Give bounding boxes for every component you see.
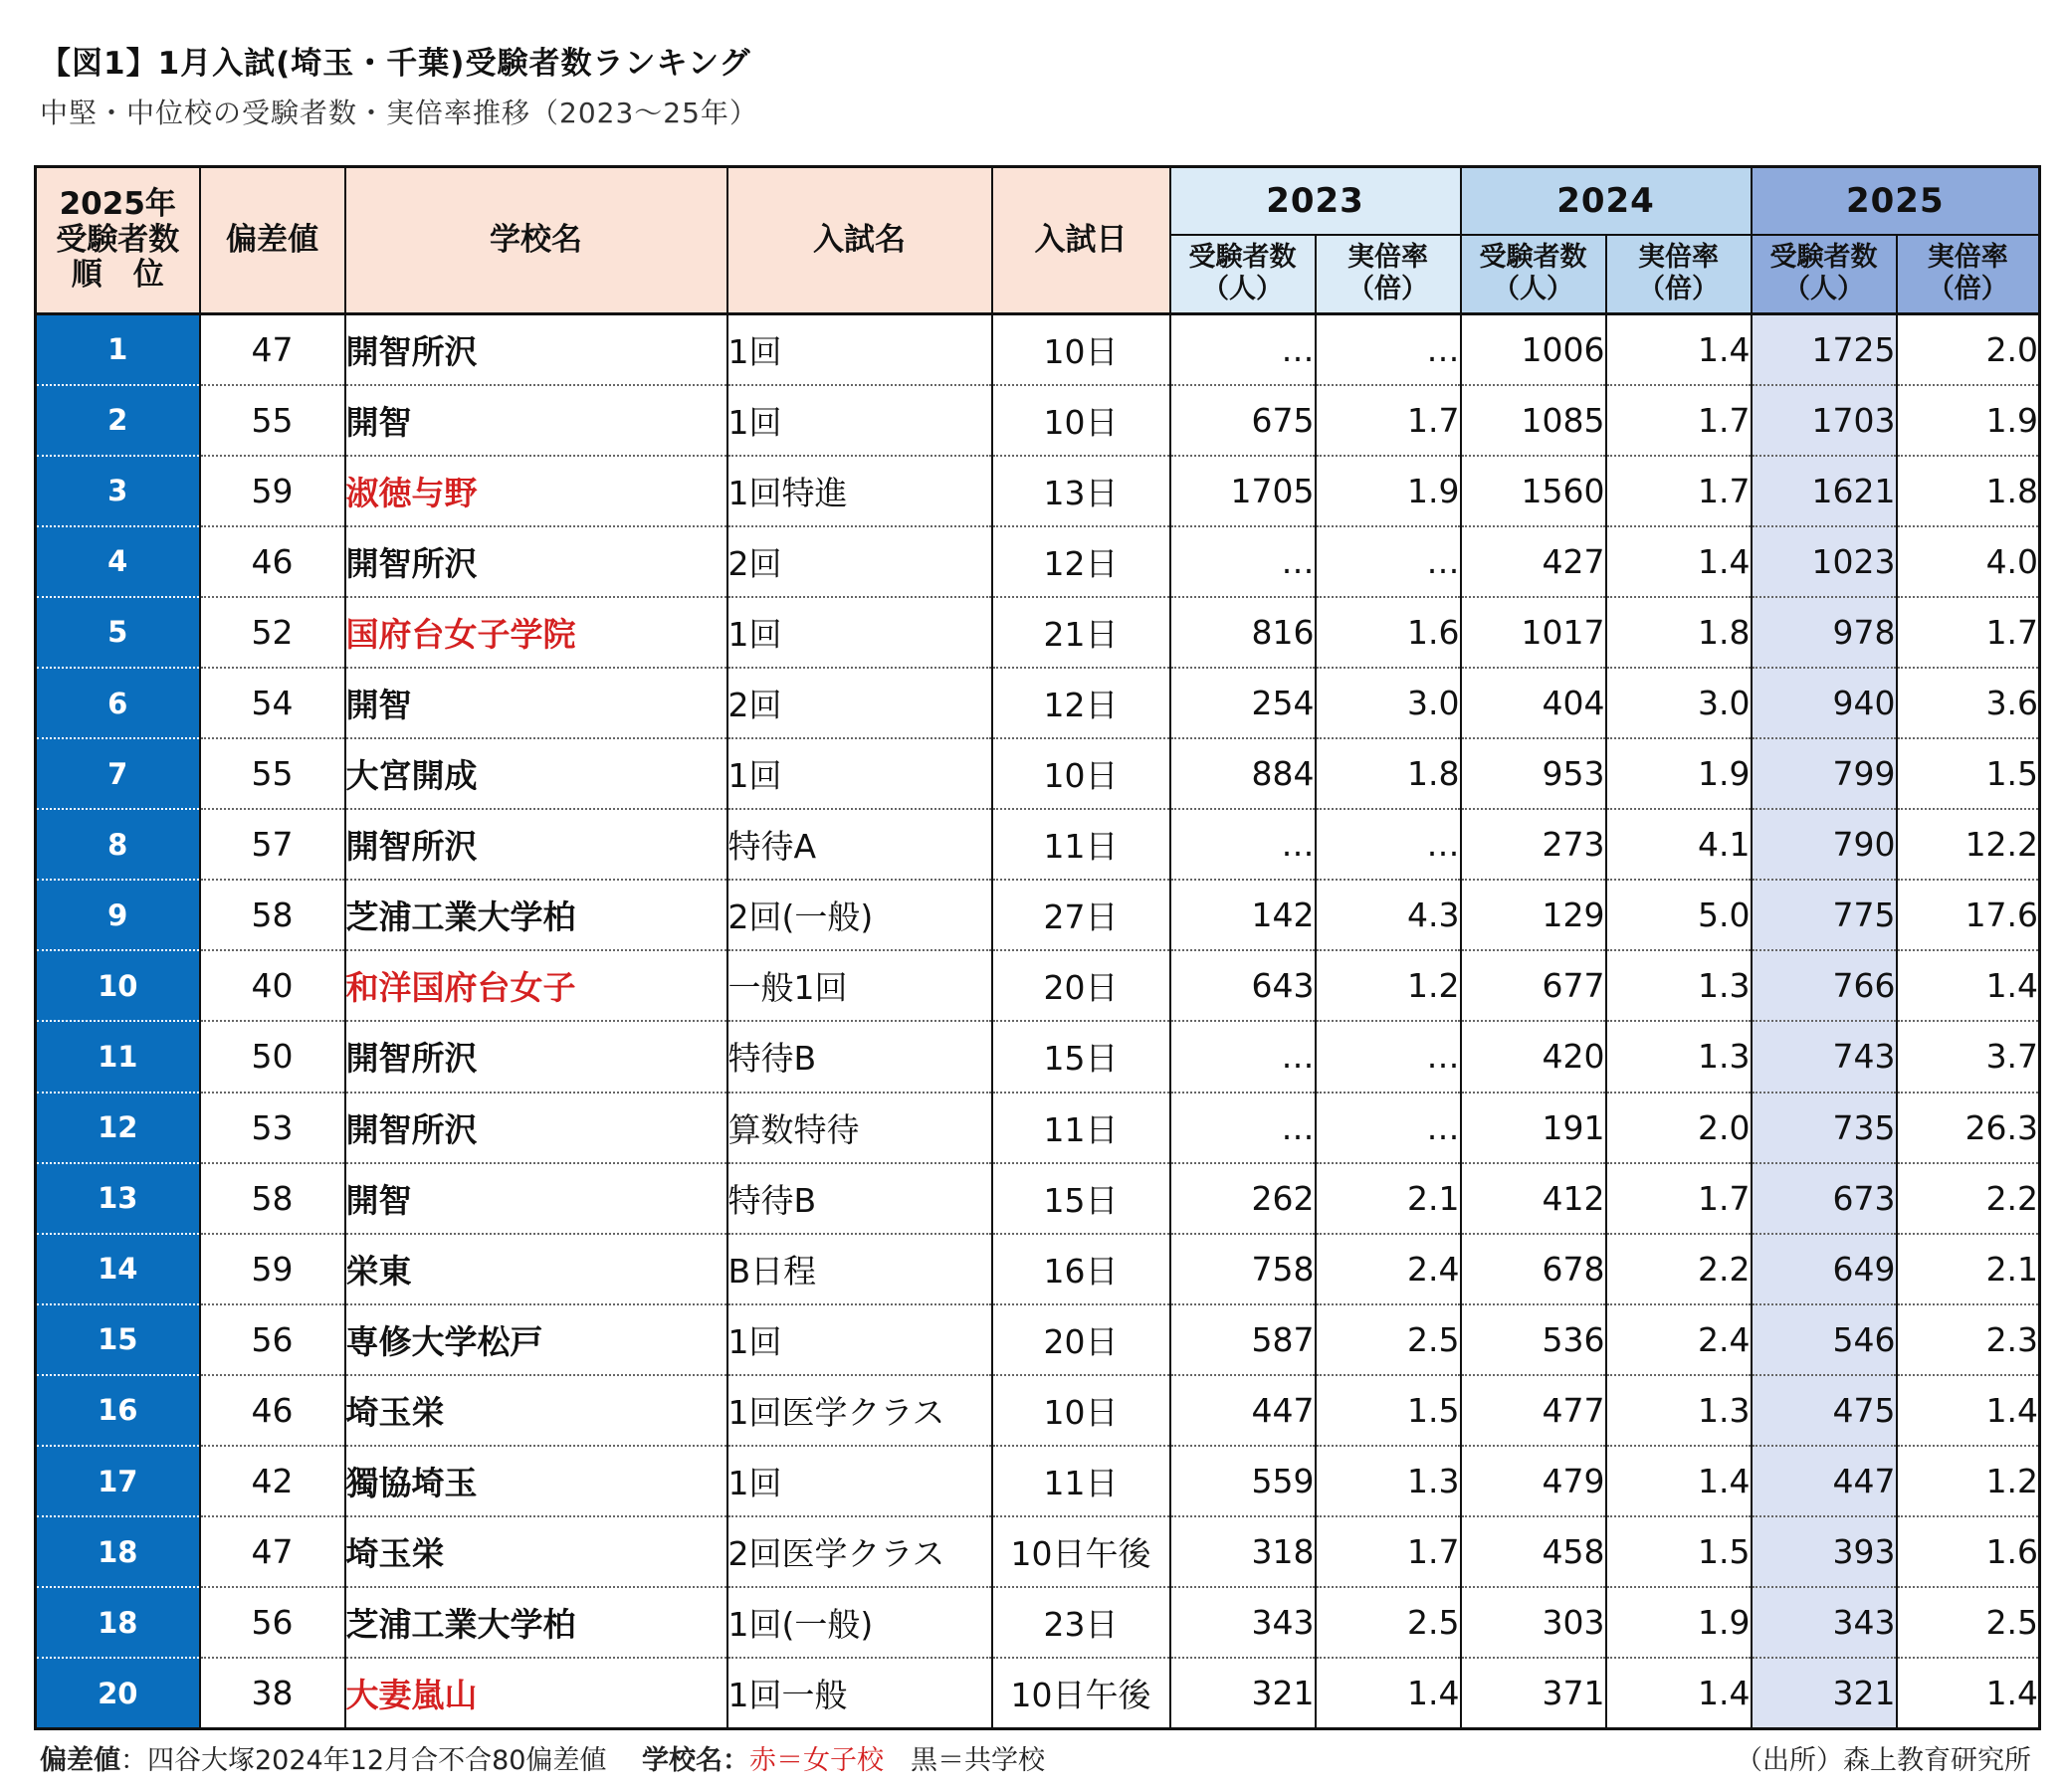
rank-cell: 6: [36, 668, 200, 738]
school-name: 埼玉栄: [345, 1534, 445, 1574]
deviation-cell: 58: [200, 1163, 345, 1234]
ratio-2023-header: 実倍率 （倍）: [1316, 235, 1461, 314]
ratio-2025-cell: 2.5: [1897, 1587, 2040, 1658]
applicants-2025-cell: 1703: [1752, 385, 1897, 456]
date-cell: 23日: [992, 1587, 1170, 1658]
ratio-2024-cell: 1.3: [1606, 1375, 1752, 1446]
school-cell: [345, 456, 727, 526]
rank-cell: 17: [36, 1446, 200, 1516]
ratio-2025-cell: 1.6: [1897, 1516, 2040, 1587]
applicants-2024-cell: 536: [1461, 1304, 1606, 1375]
applicants-2023-cell: 884: [1170, 738, 1316, 809]
exam-cell: 1回(一般): [727, 1587, 992, 1658]
school-name: 国府台女子学院: [345, 614, 576, 654]
school-cell: [345, 385, 727, 456]
applicants-2025-cell: 447: [1752, 1446, 1897, 1516]
deviation-cell: 47: [200, 314, 345, 385]
school-name: 埼玉栄: [345, 1392, 445, 1432]
ratio-2023-cell: …: [1316, 1093, 1461, 1163]
date-cell: 10日午後: [992, 1658, 1170, 1728]
school-name: 芝浦工業大学柏: [345, 897, 576, 937]
applicants-2025-cell: 649: [1752, 1234, 1897, 1304]
applicants-2025-cell: 735: [1752, 1093, 1897, 1163]
applicants-2025-cell: 546: [1752, 1304, 1897, 1375]
table-row: [36, 1093, 2040, 1163]
ratio-2025-cell: 1.4: [1897, 1375, 2040, 1446]
applicants-2024-cell: 129: [1461, 880, 1606, 950]
applicants-2023-cell: 142: [1170, 880, 1316, 950]
ratio-2023-cell: 1.7: [1316, 1516, 1461, 1587]
ratio-2025-cell: 12.2: [1897, 809, 2040, 880]
school-name: 開智所沢: [345, 1039, 478, 1079]
school-cell: [345, 1587, 727, 1658]
applicants-2024-cell: 404: [1461, 668, 1606, 738]
school-name: 芝浦工業大学柏: [345, 1605, 576, 1645]
date-cell: 10日: [992, 1375, 1170, 1446]
deviation-cell: 42: [200, 1446, 345, 1516]
ratio-2024-cell: 1.3: [1606, 950, 1752, 1021]
table-row: [36, 1304, 2040, 1375]
ratio-2025-cell: 2.0: [1897, 314, 2040, 385]
date-cell: 11日: [992, 809, 1170, 880]
applicants-2023-cell: 587: [1170, 1304, 1316, 1375]
deviation-cell: 58: [200, 880, 345, 950]
rank-cell: 18: [36, 1516, 200, 1587]
ratio-2025-cell: 26.3: [1897, 1093, 2040, 1163]
school-name: 開智所沢: [345, 543, 478, 583]
exam-cell: 2回: [727, 668, 992, 738]
ratio-2025-cell: 1.8: [1897, 456, 2040, 526]
applicants-2023-cell: 1705: [1170, 456, 1316, 526]
deviation-cell: 46: [200, 526, 345, 597]
rank-cell: 13: [36, 1163, 200, 1234]
exam-cell: 1回一般: [727, 1658, 992, 1728]
date-cell: 11日: [992, 1446, 1170, 1516]
exam-cell: 1回: [727, 314, 992, 385]
ratio-2025-cell: 3.6: [1897, 668, 2040, 738]
rank-cell: 18: [36, 1587, 200, 1658]
deviation-cell: 56: [200, 1304, 345, 1375]
school-name: 淑徳与野: [345, 473, 478, 512]
table-body: [36, 314, 2040, 1729]
applicants-2024-cell: 477: [1461, 1375, 1606, 1446]
exam-cell: 1回医学クラス: [727, 1375, 992, 1446]
rank-cell: 15: [36, 1304, 200, 1375]
exam-cell: 2回: [727, 526, 992, 597]
ratio-2024-cell: 1.4: [1606, 1446, 1752, 1516]
rank-header-line3: 順 位: [71, 257, 164, 294]
ratio-2025-cell: 1.9: [1897, 385, 2040, 456]
applicants-2024-cell: 1560: [1461, 456, 1606, 526]
rank-cell: 1: [36, 314, 200, 385]
applicants-2023-cell: 447: [1170, 1375, 1316, 1446]
table-header: [36, 167, 2040, 314]
deviation-cell: 50: [200, 1021, 345, 1092]
date-cell: 20日: [992, 950, 1170, 1021]
table-row: [36, 668, 2040, 738]
school-name: 和洋国府台女子: [345, 968, 576, 1008]
deviation-cell: 53: [200, 1093, 345, 1163]
applicants-2023-cell: 343: [1170, 1587, 1316, 1658]
ratio-2024-cell: 1.4: [1606, 1658, 1752, 1728]
school-cell: [345, 1375, 727, 1446]
ratio-2025-cell: 3.7: [1897, 1021, 2040, 1092]
footer-dev-label: 偏差値: [40, 1745, 120, 1776]
ratio-2024-cell: 1.8: [1606, 597, 1752, 668]
date-cell: 15日: [992, 1163, 1170, 1234]
school-name: 開智: [345, 402, 412, 442]
table-row: [36, 385, 2040, 456]
applicants-2025-cell: 343: [1752, 1587, 1897, 1658]
applicants-2025-cell: 775: [1752, 880, 1897, 950]
applicants-2025-cell: 790: [1752, 809, 1897, 880]
ratio-2024-cell: 1.9: [1606, 738, 1752, 809]
ratio-2024-cell: 5.0: [1606, 880, 1752, 950]
ratio-2023-cell: 1.5: [1316, 1375, 1461, 1446]
footer-school-colon: ：: [723, 1745, 750, 1776]
date-cell: 16日: [992, 1234, 1170, 1304]
applicants-2025-header: 受験者数 （人）: [1752, 235, 1897, 314]
school-cell: [345, 526, 727, 597]
ratio-2024-cell: 2.4: [1606, 1304, 1752, 1375]
exam-cell: 特待A: [727, 809, 992, 880]
ratio-2024-cell: 4.1: [1606, 809, 1752, 880]
applicants-2023-cell: …: [1170, 314, 1316, 385]
date-header: 入試日: [992, 167, 1170, 314]
deviation-cell: 54: [200, 668, 345, 738]
school-name: 大妻嵐山: [345, 1676, 478, 1715]
deviation-cell: 55: [200, 385, 345, 456]
date-cell: 21日: [992, 597, 1170, 668]
applicants-2024-cell: 1006: [1461, 314, 1606, 385]
ratio-2024-cell: 3.0: [1606, 668, 1752, 738]
table-row: [36, 456, 2040, 526]
rank-cell: 14: [36, 1234, 200, 1304]
table-row: [36, 1234, 2040, 1304]
school-cell: [345, 880, 727, 950]
table-row: [36, 880, 2040, 950]
applicants-2025-cell: 799: [1752, 738, 1897, 809]
rank-cell: 9: [36, 880, 200, 950]
applicants-2023-cell: …: [1170, 809, 1316, 880]
date-cell: 10日: [992, 385, 1170, 456]
school-cell: [345, 668, 727, 738]
applicants-2025-cell: 673: [1752, 1163, 1897, 1234]
ratio-2025-cell: 2.2: [1897, 1163, 2040, 1234]
applicants-2024-cell: 1085: [1461, 385, 1606, 456]
table-row: [36, 597, 2040, 668]
rank-cell: 10: [36, 950, 200, 1021]
footer-notes: [40, 1738, 1045, 1777]
ratio-2025-cell: 1.2: [1897, 1446, 2040, 1516]
ratio-2023-cell: 1.7: [1316, 385, 1461, 456]
applicants-2023-cell: 675: [1170, 385, 1316, 456]
date-cell: 15日: [992, 1021, 1170, 1092]
exam-cell: 算数特待: [727, 1093, 992, 1163]
date-cell: 13日: [992, 456, 1170, 526]
deviation-cell: 59: [200, 1234, 345, 1304]
table-row: [36, 1163, 2040, 1234]
applicants-2023-cell: …: [1170, 526, 1316, 597]
applicants-2024-cell: 427: [1461, 526, 1606, 597]
applicants-2023-cell: 254: [1170, 668, 1316, 738]
exam-cell: 2回医学クラス: [727, 1516, 992, 1587]
ratio-2024-cell: 1.7: [1606, 456, 1752, 526]
deviation-cell: 38: [200, 1658, 345, 1728]
ratio-2024-cell: 1.7: [1606, 1163, 1752, 1234]
applicants-2024-header: 受験者数 （人）: [1461, 235, 1606, 314]
applicants-2025-cell: 940: [1752, 668, 1897, 738]
ratio-2024-cell: 2.2: [1606, 1234, 1752, 1304]
applicants-2025-cell: 475: [1752, 1375, 1897, 1446]
school-cell: [345, 1093, 727, 1163]
exam-header: 入試名: [727, 167, 992, 314]
ratio-2023-cell: 1.9: [1316, 456, 1461, 526]
ratio-2024-cell: 1.7: [1606, 385, 1752, 456]
ratio-2024-cell: 1.9: [1606, 1587, 1752, 1658]
rank-cell: 3: [36, 456, 200, 526]
table-row: [36, 526, 2040, 597]
school-name: 開智所沢: [345, 331, 478, 371]
applicants-2023-cell: …: [1170, 1093, 1316, 1163]
deviation-cell: 59: [200, 456, 345, 526]
ratio-2023-cell: 1.3: [1316, 1446, 1461, 1516]
applicants-2023-header: 受験者数 （人）: [1170, 235, 1316, 314]
exam-cell: 1回: [727, 597, 992, 668]
applicants-2024-cell: 1017: [1461, 597, 1606, 668]
table-row: [36, 1375, 2040, 1446]
school-cell: [345, 1234, 727, 1304]
ratio-2023-cell: …: [1316, 314, 1461, 385]
date-cell: 27日: [992, 880, 1170, 950]
date-cell: 10日: [992, 738, 1170, 809]
deviation-cell: 56: [200, 1587, 345, 1658]
exam-cell: 1回: [727, 738, 992, 809]
school-name: 獨協埼玉: [345, 1464, 478, 1503]
school-cell: [345, 809, 727, 880]
applicants-2024-cell: 677: [1461, 950, 1606, 1021]
ratio-2025-cell: 4.0: [1897, 526, 2040, 597]
ratio-2023-cell: 1.4: [1316, 1658, 1461, 1728]
school-name: 専修大学松戸: [345, 1321, 543, 1361]
exam-cell: 1回: [727, 385, 992, 456]
applicants-2024-cell: 953: [1461, 738, 1606, 809]
ranking-table: [34, 165, 2041, 1730]
school-name: 栄東: [345, 1251, 412, 1291]
rank-cell: 16: [36, 1375, 200, 1446]
applicants-2023-cell: 643: [1170, 950, 1316, 1021]
deviation-cell: 40: [200, 950, 345, 1021]
ratio-2023-cell: 3.0: [1316, 668, 1461, 738]
deviation-cell: 46: [200, 1375, 345, 1446]
ratio-2025-cell: 1.5: [1897, 738, 2040, 809]
table-row: [36, 314, 2040, 385]
exam-cell: 特待B: [727, 1163, 992, 1234]
ratio-2023-cell: …: [1316, 1021, 1461, 1092]
ratio-2023-cell: 2.5: [1316, 1304, 1461, 1375]
table-row: [36, 1658, 2040, 1728]
applicants-2024-cell: 479: [1461, 1446, 1606, 1516]
rank-cell: 5: [36, 597, 200, 668]
deviation-cell: 52: [200, 597, 345, 668]
ratio-2025-cell: 17.6: [1897, 880, 2040, 950]
applicants-2023-cell: 816: [1170, 597, 1316, 668]
applicants-2025-cell: 1725: [1752, 314, 1897, 385]
year-2025-header: 2025: [1752, 167, 2040, 235]
applicants-2024-cell: 412: [1461, 1163, 1606, 1234]
applicants-2023-cell: 758: [1170, 1234, 1316, 1304]
deviation-header: 偏差値: [200, 167, 345, 314]
ratio-2024-cell: 1.4: [1606, 314, 1752, 385]
ratio-2025-header: 実倍率 （倍）: [1897, 235, 2040, 314]
school-cell: [345, 1446, 727, 1516]
exam-cell: 1回特進: [727, 456, 992, 526]
exam-cell: 2回(一般): [727, 880, 992, 950]
ratio-2025-cell: 2.3: [1897, 1304, 2040, 1375]
deviation-cell: 47: [200, 1516, 345, 1587]
table-row: [36, 738, 2040, 809]
ratio-2024-cell: 1.3: [1606, 1021, 1752, 1092]
table-row: [36, 1516, 2040, 1587]
school-name: 大宮開成: [345, 756, 478, 796]
rank-header-line2: 受験者数: [56, 221, 180, 258]
school-name: 開智: [345, 686, 412, 725]
applicants-2025-cell: 743: [1752, 1021, 1897, 1092]
footer-coed-note: 黒＝共学校: [911, 1745, 1046, 1776]
applicants-2025-cell: 978: [1752, 597, 1897, 668]
school-cell: [345, 1163, 727, 1234]
rank-header-line1: 2025年: [59, 186, 176, 223]
applicants-2024-cell: 303: [1461, 1587, 1606, 1658]
ratio-2024-cell: 1.5: [1606, 1516, 1752, 1587]
table-row: [36, 1587, 2040, 1658]
date-cell: 11日: [992, 1093, 1170, 1163]
ratio-2023-cell: …: [1316, 526, 1461, 597]
ratio-2025-cell: 1.4: [1897, 950, 2040, 1021]
applicants-2023-cell: 559: [1170, 1446, 1316, 1516]
ratio-2025-cell: 2.1: [1897, 1234, 2040, 1304]
applicants-2024-cell: 273: [1461, 809, 1606, 880]
school-name: 開智: [345, 1180, 412, 1220]
school-header: 学校名: [345, 167, 727, 314]
school-cell: [345, 1516, 727, 1587]
applicants-2024-cell: 371: [1461, 1658, 1606, 1728]
applicants-2025-cell: 321: [1752, 1658, 1897, 1728]
rank-cell: 11: [36, 1021, 200, 1092]
table-row: [36, 1021, 2040, 1092]
rank-cell: 4: [36, 526, 200, 597]
rank-cell: 7: [36, 738, 200, 809]
ratio-2023-cell: 1.8: [1316, 738, 1461, 809]
footer-girls-note: 赤＝女子校: [749, 1745, 885, 1776]
date-cell: 12日: [992, 668, 1170, 738]
applicants-2025-cell: 766: [1752, 950, 1897, 1021]
date-cell: 20日: [992, 1304, 1170, 1375]
ratio-2024-cell: 1.4: [1606, 526, 1752, 597]
applicants-2025-cell: 1023: [1752, 526, 1897, 597]
applicants-2024-cell: 191: [1461, 1093, 1606, 1163]
rank-header: [36, 167, 200, 314]
deviation-cell: 55: [200, 738, 345, 809]
year-2023-header: 2023: [1170, 167, 1461, 235]
exam-cell: B日程: [727, 1234, 992, 1304]
rank-cell: 20: [36, 1658, 200, 1728]
exam-cell: 一般1回: [727, 950, 992, 1021]
rank-cell: 8: [36, 809, 200, 880]
ratio-2024-header: 実倍率 （倍）: [1606, 235, 1752, 314]
ratio-2024-cell: 2.0: [1606, 1093, 1752, 1163]
date-cell: 10日午後: [992, 1516, 1170, 1587]
applicants-2024-cell: 420: [1461, 1021, 1606, 1092]
school-cell: [345, 738, 727, 809]
ratio-2025-cell: 1.4: [1897, 1658, 2040, 1728]
school-cell: [345, 1021, 727, 1092]
school-cell: [345, 314, 727, 385]
applicants-2023-cell: 321: [1170, 1658, 1316, 1728]
rank-cell: 2: [36, 385, 200, 456]
ratio-2025-cell: 1.7: [1897, 597, 2040, 668]
applicants-2024-cell: 458: [1461, 1516, 1606, 1587]
ratio-2023-cell: 2.1: [1316, 1163, 1461, 1234]
year-2024-header: 2024: [1461, 167, 1752, 235]
applicants-2024-cell: 678: [1461, 1234, 1606, 1304]
exam-cell: 1回: [727, 1446, 992, 1516]
school-cell: [345, 950, 727, 1021]
figure-title: 【図1】1月入試(埼玉・千葉)受験者数ランキング: [40, 46, 751, 82]
ratio-2023-cell: …: [1316, 809, 1461, 880]
footer-source: （出所）森上教育研究所: [1736, 1745, 2031, 1776]
footer-dev-note: ：四谷大塚2024年12月合不合80偏差値: [120, 1745, 607, 1776]
date-cell: 12日: [992, 526, 1170, 597]
applicants-2023-cell: …: [1170, 1021, 1316, 1092]
school-cell: [345, 597, 727, 668]
ratio-2023-cell: 1.2: [1316, 950, 1461, 1021]
table-row: [36, 1446, 2040, 1516]
table-row: [36, 809, 2040, 880]
applicants-2023-cell: 262: [1170, 1163, 1316, 1234]
rank-cell: 12: [36, 1093, 200, 1163]
exam-cell: 特待B: [727, 1021, 992, 1092]
applicants-2025-cell: 393: [1752, 1516, 1897, 1587]
table-row: [36, 950, 2040, 1021]
ratio-2023-cell: 4.3: [1316, 880, 1461, 950]
ratio-2023-cell: 2.4: [1316, 1234, 1461, 1304]
footer-school-label: 学校名: [642, 1745, 723, 1776]
ratio-2023-cell: 2.5: [1316, 1587, 1461, 1658]
applicants-2025-cell: 1621: [1752, 456, 1897, 526]
school-cell: [345, 1304, 727, 1375]
ratio-2023-cell: 1.6: [1316, 597, 1461, 668]
deviation-cell: 57: [200, 809, 345, 880]
exam-cell: 1回: [727, 1304, 992, 1375]
school-name: 開智所沢: [345, 1109, 478, 1149]
school-name: 開智所沢: [345, 827, 478, 867]
date-cell: 10日: [992, 314, 1170, 385]
figure-subtitle: 中堅・中位校の受験者数・実倍率推移（2023〜25年）: [40, 97, 758, 129]
school-cell: [345, 1658, 727, 1728]
applicants-2023-cell: 318: [1170, 1516, 1316, 1587]
